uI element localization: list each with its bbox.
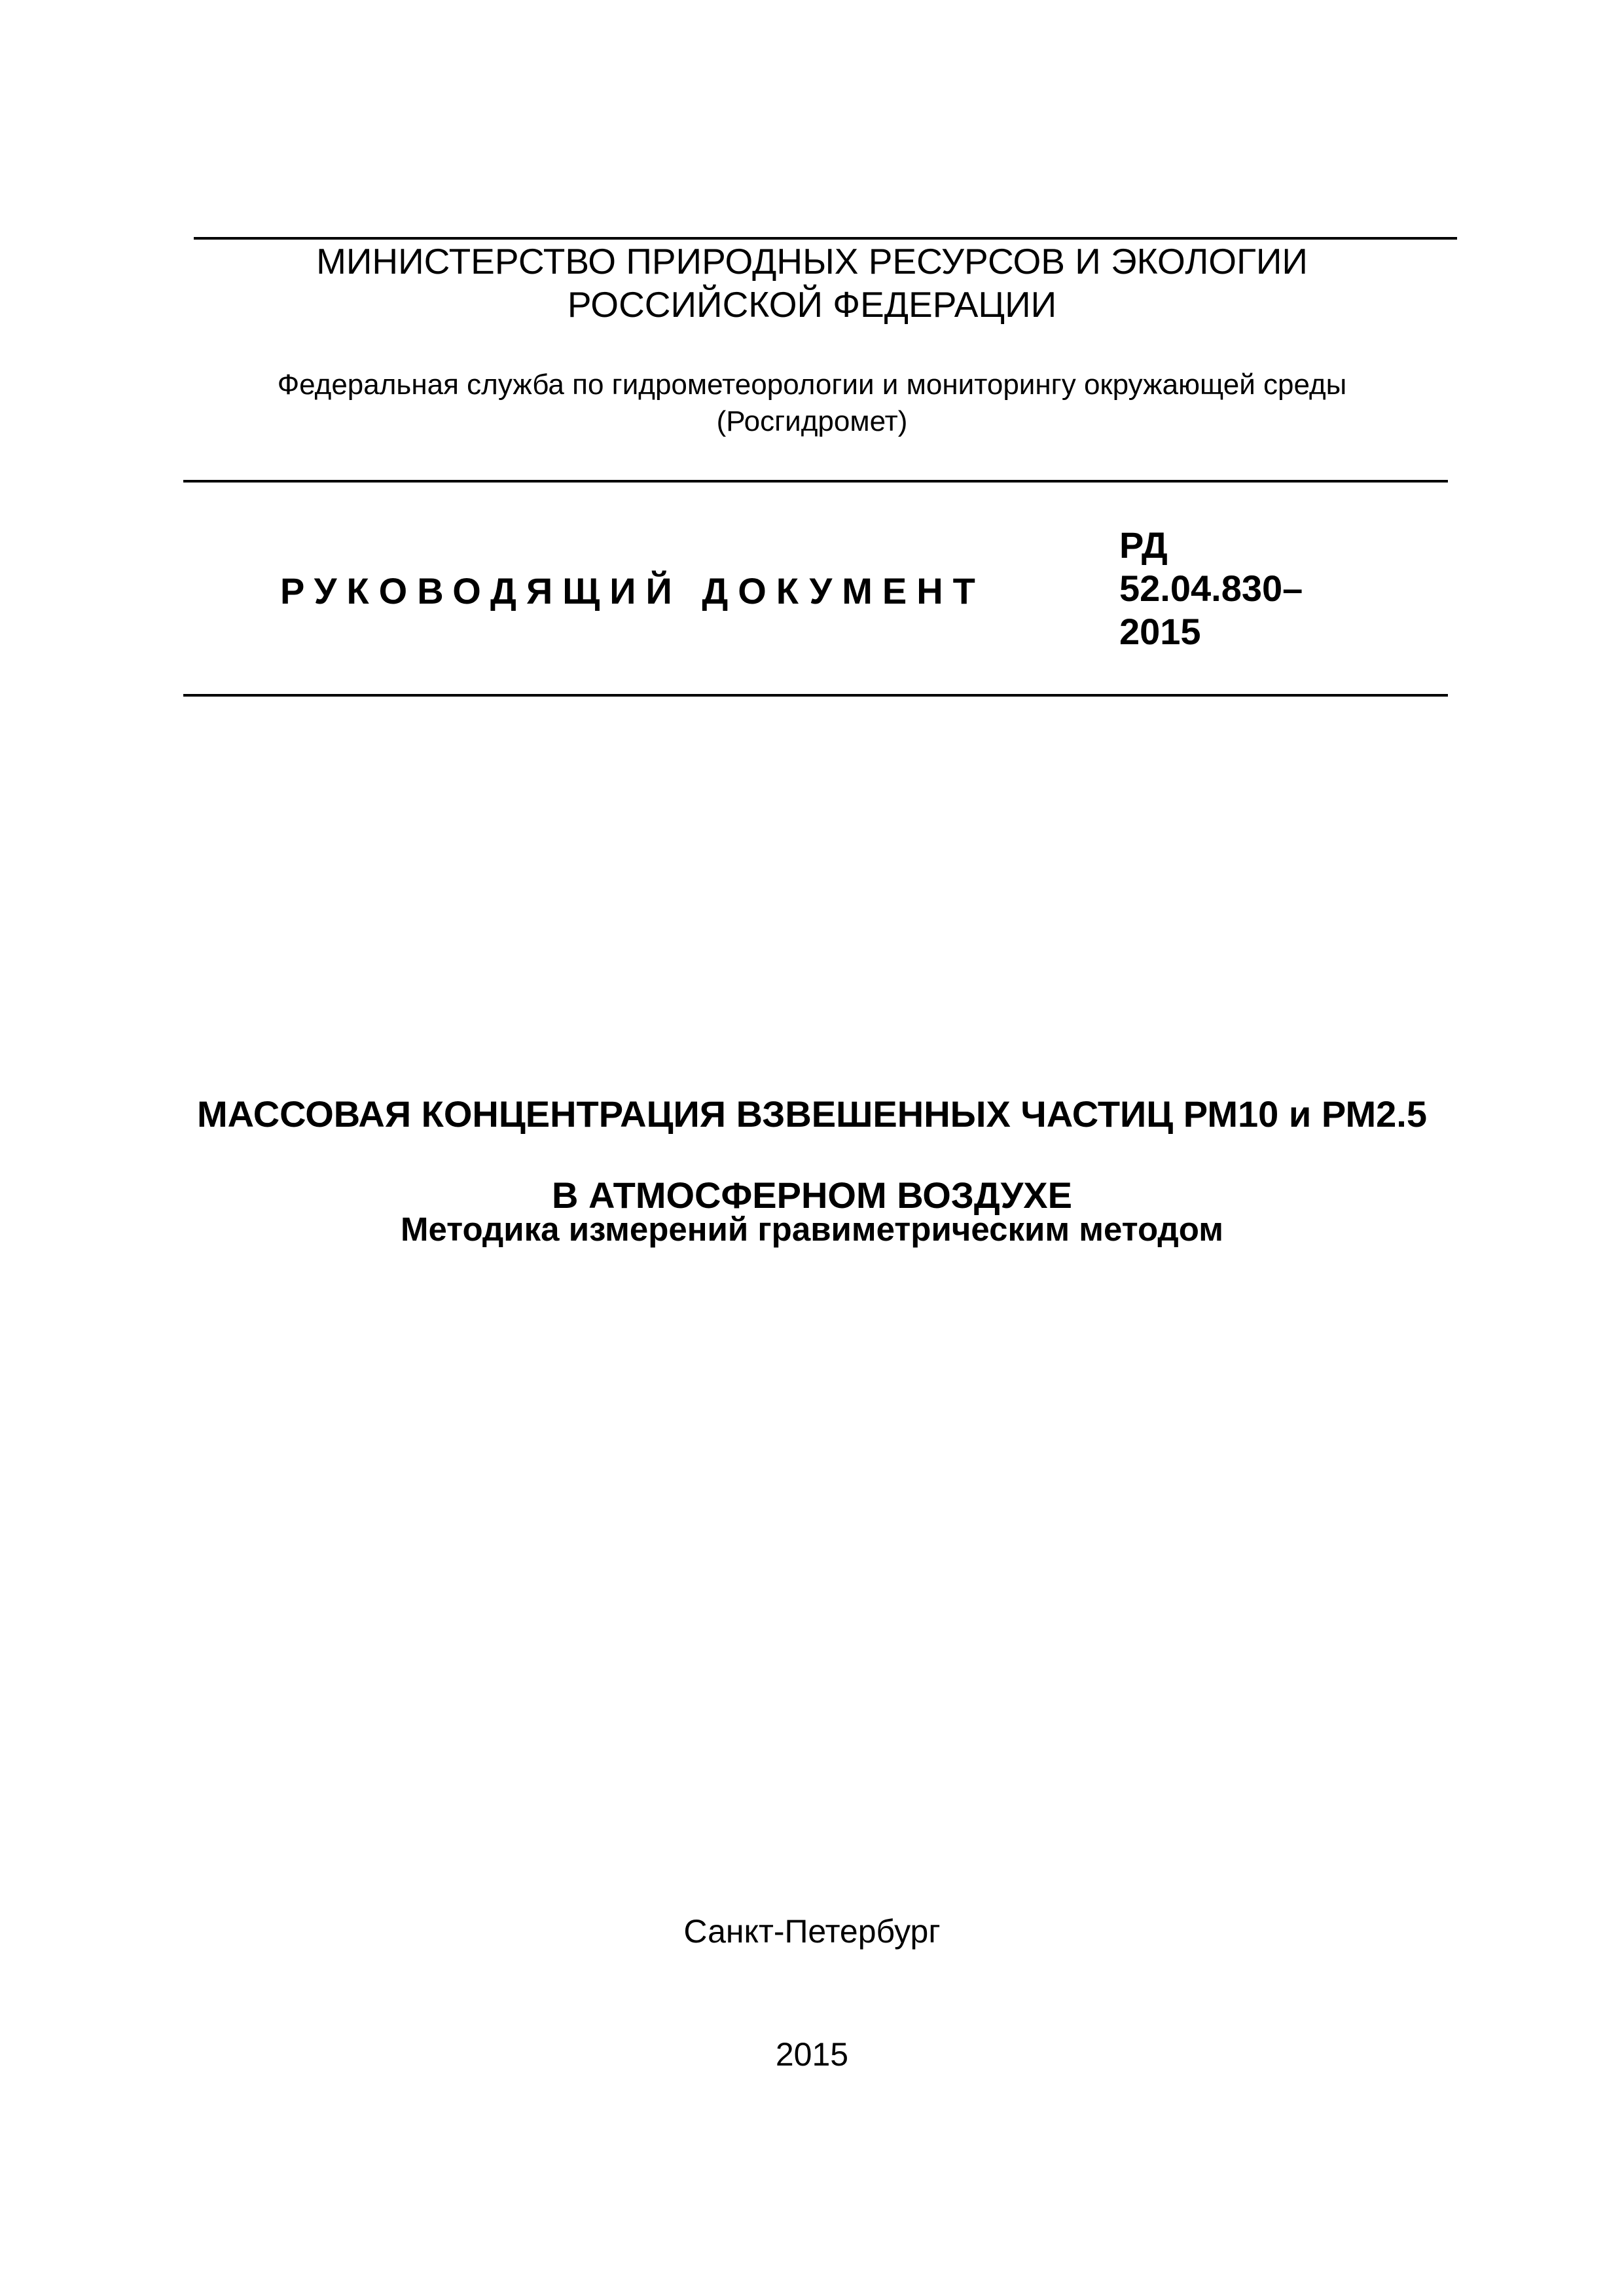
document-subtitle: Методика измерений гравиметрическим методом — [400, 1211, 1224, 1248]
agency-name — [0, 367, 1624, 440]
publication-city: Санкт-Петербург — [683, 1913, 941, 1950]
publication-year: 2015 — [775, 2036, 849, 2073]
ministry-line-2: РОССИЙСКОЙ ФЕДЕРАЦИИ — [567, 284, 1057, 325]
document-code-line-1: РД — [1119, 524, 1168, 566]
title-line-1: МАССОВАЯ КОНЦЕНТРАЦИЯ ВЗВЕШЕННЫХ ЧАСТИЦ РМ10 и РМ2.5 — [197, 1093, 1427, 1135]
document-code-line-2: 52.04.830– — [1119, 568, 1303, 609]
document-code — [1119, 524, 1303, 653]
document-code-line-3: 2015 — [1119, 611, 1201, 652]
header-divider — [183, 480, 1448, 483]
title-line-2: В АТМОСФЕРНОМ ВОЗДУХЕ — [551, 1175, 1073, 1216]
agency-line-1: Федеральная служба по гидрометеорологии и мониторингу окружающей среды — [277, 369, 1347, 401]
document-type: РУКОВОДЯЩИЙ ДОКУМЕНТ — [280, 570, 985, 611]
ministry-name — [0, 240, 1624, 326]
agency-line-2: (Росгидромет) — [716, 405, 908, 437]
document-type-divider — [183, 694, 1448, 697]
ministry-line-1: МИНИСТЕРСТВО ПРИРОДНЫХ РЕСУРСОВ И ЭКОЛОГИИ — [316, 241, 1308, 282]
